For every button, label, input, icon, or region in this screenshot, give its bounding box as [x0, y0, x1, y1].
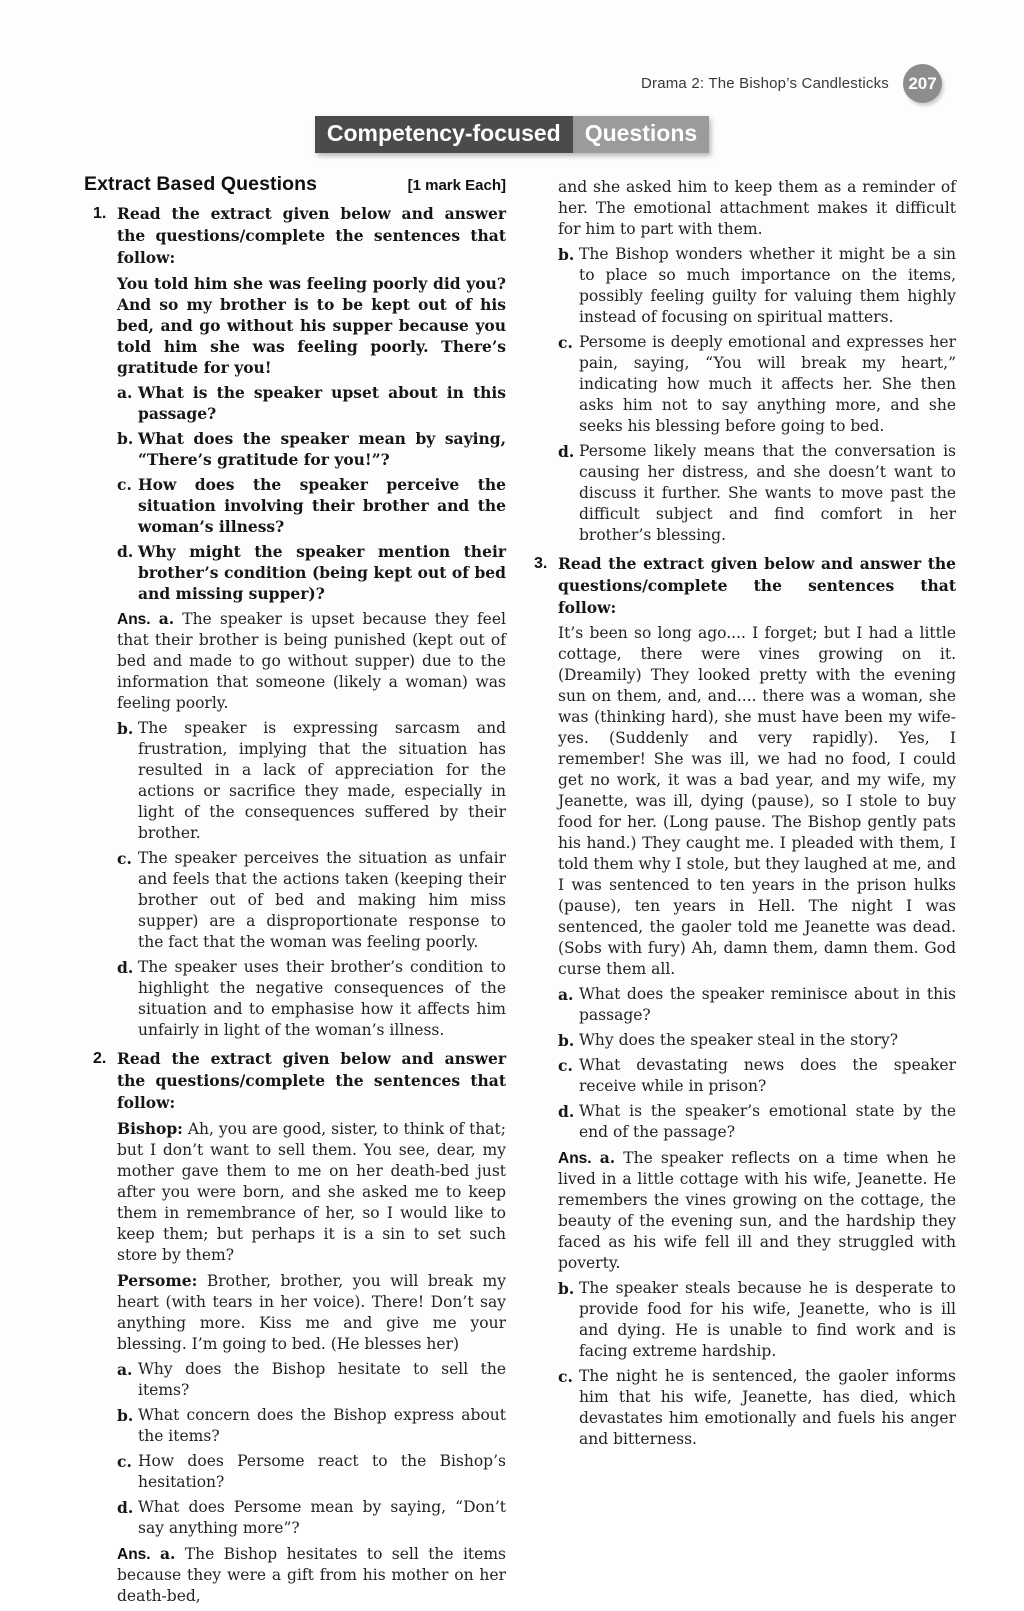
extract-paragraph	[558, 623, 956, 980]
sub-question	[558, 1030, 956, 1051]
marks-label: [1 mark Each]	[407, 177, 506, 194]
answer-paragraph	[117, 1543, 506, 1607]
sub-question-label: d.	[117, 1498, 134, 1517]
extract-paragraph	[117, 1118, 506, 1266]
answer-label: Ans.	[558, 1150, 592, 1167]
answer-item-label: b.	[117, 719, 134, 738]
sub-question-text: What does the speaker mean by saying, “There’s gratitude for you!”?	[138, 429, 506, 469]
sub-question-label: a.	[558, 985, 574, 1004]
sub-question	[117, 1497, 506, 1539]
sub-question	[117, 1405, 506, 1447]
paragraph-text: Brother, brother, you will break my heart (with tears in her voice). There! Don’t say anything more. Kiss me and give me your blessing. I’m going to bed. (He blesses her)	[117, 1272, 506, 1353]
sub-question-label: b.	[117, 429, 134, 448]
sub-question-text: What is the speaker’s emotional state by the end of the passage?	[579, 1102, 956, 1141]
sub-question	[117, 382, 506, 424]
sub-question-text: What is the speaker upset about in this passage?	[138, 383, 506, 423]
banner-left-label: Competency-focused	[315, 116, 573, 153]
sub-question-text: What does Persome mean by saying, “Don’t say anything more”?	[138, 1498, 506, 1537]
sub-question-text: What concern does the Bishop express about the items?	[138, 1406, 506, 1445]
answer-item	[117, 957, 506, 1041]
speaker-name: Persome:	[117, 1271, 198, 1290]
sub-question-text: Why does the Bishop hesitate to sell the items?	[138, 1360, 506, 1399]
answer-item	[117, 718, 506, 844]
question-start	[525, 553, 956, 619]
answer-item-text: The speaker is expressing sarcasm and frustration, implying that the situation has resulted in a lack of appreciation for the actions or sacrifice they made, especially in light of the consequences suffered by their brother.	[138, 719, 506, 842]
sub-question-text: Why does the speaker steal in the story?	[579, 1031, 899, 1049]
speaker-name: Bishop:	[117, 1119, 183, 1138]
question-prompt: Read the extract given below and answer the questions/complete the sentences that follow:	[117, 1049, 506, 1112]
answer-item	[558, 1278, 956, 1362]
sub-question-text: How does Persome react to the Bishop’s hesitation?	[138, 1452, 506, 1491]
sub-question-label: b.	[558, 1031, 575, 1050]
sub-question	[117, 541, 506, 604]
question-prompt: Read the extract given below and answer the questions/complete the sentences that follow:	[117, 204, 506, 267]
sub-question-text: What devastating news does the speaker receive while in prison?	[579, 1056, 956, 1095]
sub-question-label: d.	[558, 1102, 575, 1121]
question-start	[84, 203, 506, 269]
sub-question-label: d.	[117, 542, 134, 561]
sub-question-label: a.	[117, 1360, 133, 1379]
sub-question	[558, 1055, 956, 1097]
answer-item	[117, 848, 506, 953]
answer-paragraph	[558, 1147, 956, 1274]
chapter-title: Drama 2: The Bishop’s Candlesticks	[640, 75, 889, 92]
answer-item-text: Persome likely means that the conversation is causing her distress, and she doesn’t want to discuss it further. She wants to move past the difficult subject and find comfort in her brother’s blessing.	[579, 442, 956, 544]
paragraph-text: You told him she was feeling poorly did you? And so my brother is to be kept out of his bed, and go without his supper because you told him she was feeling poorly. There’s gratitude for you!	[117, 274, 506, 377]
page-number-badge: 207	[903, 64, 942, 103]
answer-item-label: b.	[558, 245, 575, 264]
two-column-body	[0, 153, 1024, 1611]
banner-right-label: Questions	[573, 116, 709, 153]
answer-text: The speaker is upset because they feel that their brother is being punished (kept out of bed and made to go without supper) due to the information that someone (likely a woman) was feeling poorly.	[117, 610, 506, 712]
answer-item-label: a.	[158, 609, 175, 628]
sub-question-text: Why might the speaker mention their brother’s condition (being kept out of bed and missing supper)?	[138, 542, 506, 603]
section-banner	[315, 116, 709, 153]
sub-question-label: c.	[558, 1056, 573, 1075]
answer-text: The Bishop hesitates to sell the items because they were a gift from his mother on her death-bed,	[117, 1545, 506, 1605]
answer-item-text: The Bishop wonders whether it might be a sin to place so much importance on the items, possibly feeling guilty for valuing them highly instead of focusing on spiritual matters.	[579, 245, 956, 326]
left-column	[84, 173, 506, 1611]
sub-question	[117, 474, 506, 537]
section-title: Extract Based Questions	[84, 173, 318, 195]
answer-item	[558, 244, 956, 328]
answer-item	[558, 1366, 956, 1450]
extract-paragraph	[117, 1270, 506, 1355]
answer-continuation	[558, 177, 956, 240]
answer-item-label: a.	[599, 1148, 616, 1167]
question-start	[84, 1048, 506, 1114]
question-prompt: Read the extract given below and answer the questions/complete the sentences that follow:	[558, 554, 956, 617]
sub-question	[117, 1451, 506, 1493]
question-number: 1.	[93, 205, 107, 222]
banner-row	[0, 116, 1024, 153]
paragraph-text: and she asked him to keep them as a reminder of her. The emotional attachment makes it difficult for him to part with them.	[558, 178, 956, 238]
sub-question-text: How does the speaker perceive the situation involving their brother and the woman’s illness?	[138, 475, 506, 536]
answer-item-text: The speaker steals because he is desperate to provide food for his wife, Jeanette, who is ill and dying. He is unable to find work and is facing extreme hardship.	[579, 1279, 956, 1360]
sub-question	[117, 428, 506, 470]
sub-question	[558, 984, 956, 1026]
answer-item	[558, 332, 956, 437]
right-column	[525, 173, 956, 1611]
sub-question-text: What does the speaker reminisce about in this passage?	[579, 985, 956, 1024]
answer-item-label: d.	[117, 958, 134, 977]
paragraph-text: It’s been so long ago.... I forget; but I had a little cottage, there were vines growing on it. (Dreamily) They looked pretty with the evening sun on them, and, and.... there was a woman, she was (thinking hard), she must have been my wife-yes. (Suddenly and very rapidly). Yes, I remember! She was ill, we had no food, I could get no work, it was a bad year, and my wife, my Jeanette, was ill, dying (pause), so I stole to buy food for her. (Long pause. The Bishop gently pats his hand.) They caught me. I pleaded with them, I told them why I stole, but they laughed at me, and I was sentenced to ten years in the prison hulks (pause), ten years in Hell. The night I was sentenced, the gaoler told me Jeanette was dead. (Sobs with fury) Ah, damn them, damn them. God curse them all.	[558, 624, 956, 978]
answer-item-label: c.	[558, 1367, 573, 1386]
section-header	[84, 173, 506, 196]
sub-question-label: c.	[117, 1452, 132, 1471]
answer-label: Ans.	[117, 611, 151, 628]
answer-item-text: Persome is deeply emotional and expresses her pain, saying, “You will break my heart,” indicating how much it affects her. She then asks him not to say anything more, and she seeks his blessing before going to bed.	[579, 333, 956, 435]
answer-item-text: The speaker perceives the situation as unfair and feels that the actions taken (keeping their brother out of bed and making him miss supper) are a disproportionate response to the fact that the woman was feeling poorly.	[138, 849, 506, 951]
question-number: 2.	[93, 1050, 107, 1067]
answer-label: Ans.	[117, 1546, 151, 1563]
running-head	[0, 0, 1024, 103]
answer-text: The speaker reflects on a time when he lived in a little cottage with his wife, Jeanette. He remembers the vines growing on the cottage, the beauty of the evening sun, and the hardship they faced as his wife fell ill and they struggled with poverty.	[558, 1149, 956, 1272]
answer-item-label: a.	[159, 1544, 176, 1563]
sub-question-label: b.	[117, 1406, 134, 1425]
answer-paragraph	[117, 608, 506, 714]
answer-item-label: b.	[558, 1279, 575, 1298]
extract-paragraph	[117, 273, 506, 378]
paragraph-text: Ah, you are good, sister, to think of that; but I don’t want to sell them. You see, dear, my mother gave them to me on her death-bed just after you were born, and she asked me to keep them in remembrance of her, so I would like to keep them; but perhaps it is a sin to set such store by them?	[117, 1120, 506, 1264]
question-number: 3.	[534, 555, 548, 572]
answer-item-label: c.	[117, 849, 132, 868]
answer-item-text: The speaker uses their brother’s condition to highlight the negative consequences of the situation and to emphasise how it affects him unfairly in light of the woman’s illness.	[138, 958, 506, 1039]
answer-item-label: d.	[558, 442, 575, 461]
sub-question-label: a.	[117, 383, 133, 402]
answer-item-text: The night he is sentenced, the gaoler informs him that his wife, Jeanette, has died, which devastates him emotionally and fuels his anger and bitterness.	[579, 1367, 956, 1448]
sub-question-label: c.	[117, 475, 132, 494]
answer-item-label: c.	[558, 333, 573, 352]
sub-question	[558, 1101, 956, 1143]
answer-item	[558, 441, 956, 546]
sub-question	[117, 1359, 506, 1401]
